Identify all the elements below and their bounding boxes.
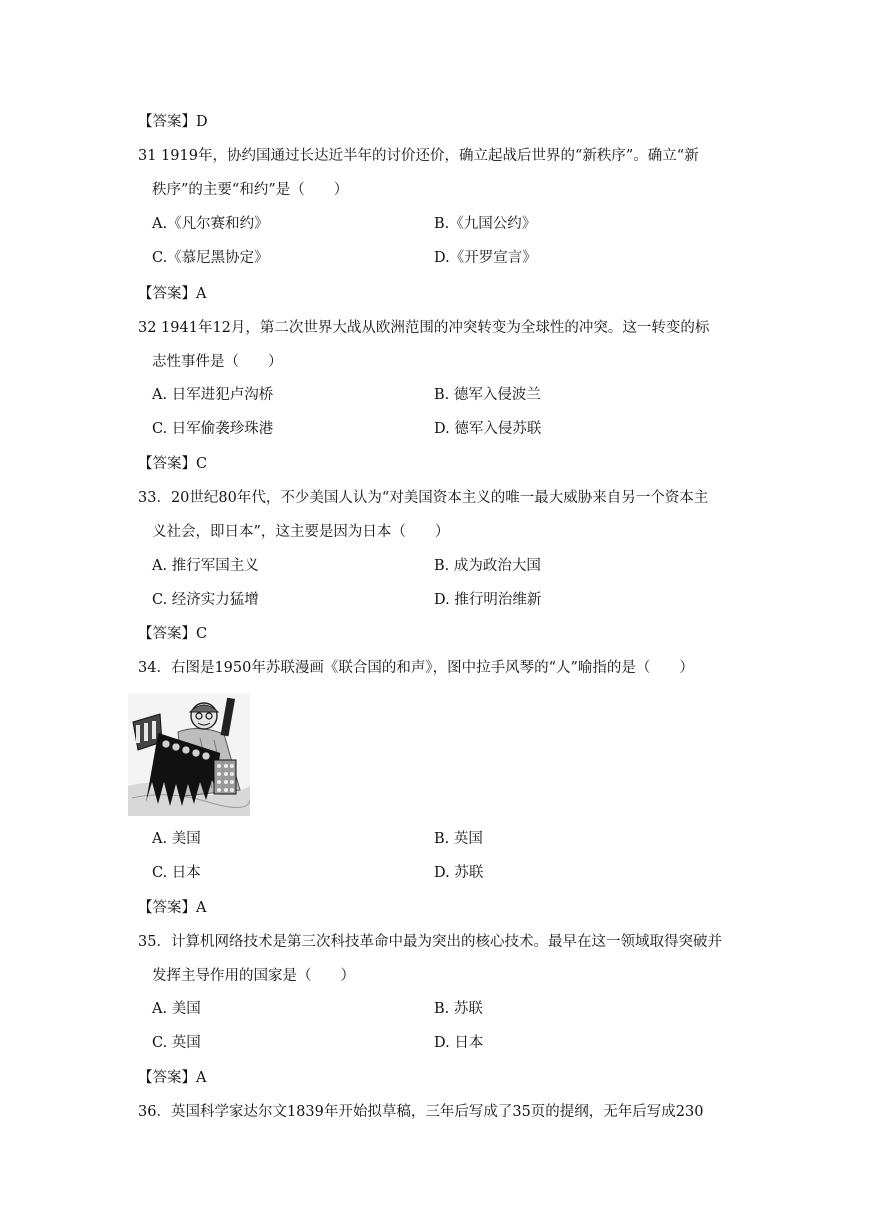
answer-35: 【答案】A: [138, 1070, 207, 1086]
question-32-line-2: 志性事件是（ ）: [152, 354, 283, 370]
question-31-line-2: 秩序”的主要“和约”是（ ）: [152, 182, 349, 198]
question-31-option-b: B.《九国公约》: [434, 216, 537, 232]
question-35-option-c: C. 英国: [152, 1035, 201, 1051]
question-34-option-a: A. 美国: [152, 831, 201, 847]
accordion-cartoon-image: [128, 694, 250, 816]
question-32-option-c: C. 日军偷袭珍珠港: [152, 421, 274, 437]
question-35-option-d: D. 日本: [434, 1035, 484, 1051]
question-32-option-d: D. 德军入侵苏联: [434, 421, 542, 437]
question-34-option-d: D. 苏联: [434, 865, 484, 881]
answer-33: 【答案】C: [138, 626, 208, 642]
question-33-option-a: A. 推行军国主义: [152, 558, 259, 574]
question-33-line-2: 义社会，即日本”，这主要是因为日本（ ）: [152, 524, 450, 540]
question-31-option-a: A.《凡尔赛和约》: [152, 216, 269, 232]
answer-34: 【答案】A: [138, 900, 207, 916]
answer-30: 【答案】D: [138, 114, 208, 130]
question-35-line-1: 35．计算机网络技术是第三次科技革命中最为突出的核心技术。最早在这一领域取得突破并: [138, 934, 722, 950]
question-31-option-d: D.《开罗宣言》: [434, 250, 537, 266]
question-34-option-b: B. 英国: [434, 831, 483, 847]
question-32-line-1: 32 1941年12月，第二次世界大战从欧洲范围的冲突转变为全球性的冲突。这一转变的标: [138, 320, 710, 336]
question-33-option-d: D. 推行明治维新: [434, 592, 542, 608]
question-31-line-1: 31 1919年，协约国通过长达近半年的讨价还价，确立起战后世界的“新秩序”。确立“新: [138, 148, 699, 164]
question-31-option-c: C.《慕尼黑协定》: [152, 250, 269, 266]
question-33-line-1: 33．20世纪80年代，不少美国人认为“对美国资本主义的唯一最大威胁来自另一个资本主: [138, 490, 709, 506]
question-33-option-b: B. 成为政治大国: [434, 558, 541, 574]
answer-31: 【答案】A: [138, 286, 207, 302]
question-35-line-2: 发挥主导作用的国家是（ ）: [152, 968, 355, 984]
question-33-option-c: C. 经济实力猛增: [152, 592, 259, 608]
question-34-option-c: C. 日本: [152, 865, 201, 881]
question-35-option-b: B. 苏联: [434, 1001, 483, 1017]
question-32-option-b: B. 德军入侵波兰: [434, 387, 541, 403]
question-32-option-a: A. 日军进犯卢沟桥: [152, 387, 274, 403]
question-36-line-1: 36．英国科学家达尔文1839年开始拟草稿，三年后写成了35页的提纲，无年后写成230: [138, 1104, 704, 1120]
answer-32: 【答案】C: [138, 456, 208, 472]
question-34-line-1: 34．右图是1950年苏联漫画《联合国的和声》，图中拉手风琴的“人”喻指的是（ ）: [138, 660, 694, 676]
question-35-option-a: A. 美国: [152, 1001, 201, 1017]
